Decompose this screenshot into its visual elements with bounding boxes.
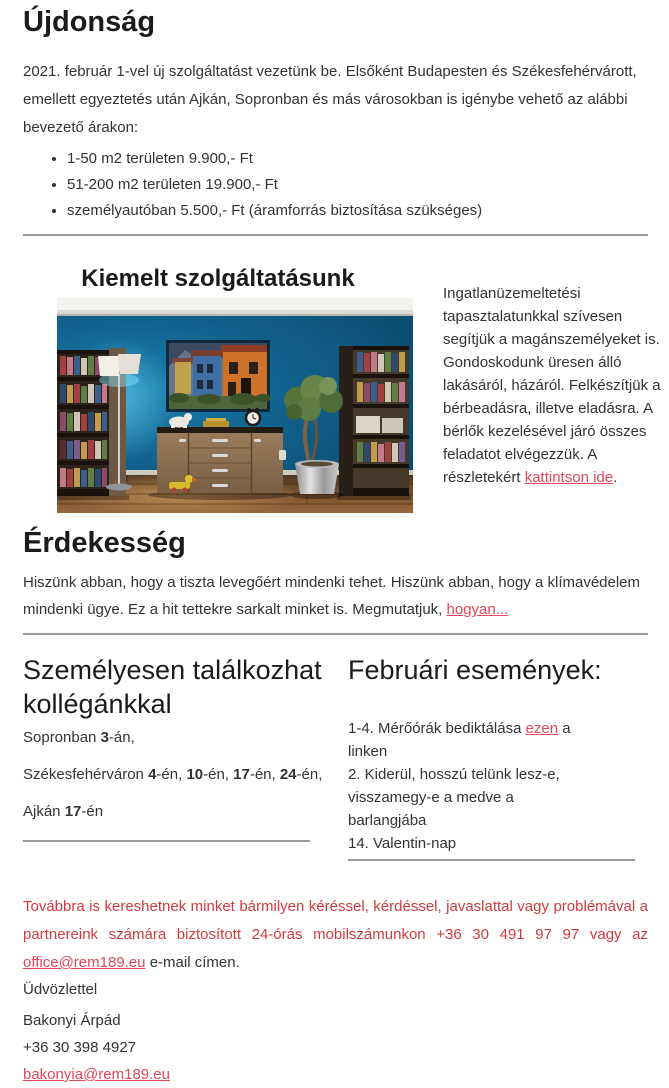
event-groundhog: 2. Kiderül, hosszú telünk lesz-e, visszamegy-e a medve a barlangjába: [348, 766, 560, 829]
interesting-section: [23, 527, 648, 623]
pricing-item-3: • személyautóban 5.500,- Ft (áramforrás biztosítása szükséges): [67, 198, 648, 224]
events-column: [348, 653, 648, 861]
featured-text: [443, 266, 668, 513]
news-intro: 2021. február 1-vel új szolgáltatást vezetünk be. Elsőként Budapesten és Székesfehérvárott, emellett egyeztetés után Ajkán, Sopronban és más városokban is igénybe vehető az alábbi bevezető árakon:: [23, 63, 637, 136]
meet-heading: Személyesen találkozhat kollégánkkal: [23, 655, 322, 719]
divider-top: [23, 234, 648, 236]
contact-notice: [23, 893, 648, 977]
featured-heading: Kiemelt szolgáltatásunk: [81, 265, 355, 292]
event-meter-reading: 1-4. Mérőórák bediktálása ezen a linken: [348, 720, 571, 760]
featured-section: [23, 265, 661, 513]
notice-text-after: e-mail címen.: [145, 954, 240, 971]
signature-email: [23, 1061, 648, 1088]
signature-phone: +36 30 398 4927: [23, 1039, 137, 1056]
news-title: Újdonság: [23, 6, 156, 38]
notice-text: Továbbra is kereshetnek minket bármilyen kéréssel, kérdéssel, javaslattal vagy problémával a partnereink számára biztosított 24-órás mobilszámunkon +36 30 491 97 97 vagy az: [23, 898, 648, 943]
two-column-section: [23, 653, 648, 861]
meet-line-sopron: Sopronban 3-án,: [23, 729, 135, 746]
pricing-item-1: • 1-50 m2 területen 9.900,- Ft: [67, 146, 648, 172]
how-link[interactable]: hogyan...: [446, 601, 509, 618]
meet-line-szekesfehervar: Székesfehérváron 4-én, 10-én, 17-én, 24-én,: [23, 766, 323, 783]
living-room-photo: [57, 298, 413, 513]
pricing-item-2: • 51-200 m2 területen 19.900,- Ft: [67, 172, 648, 198]
meter-reading-link[interactable]: ezen: [525, 720, 559, 737]
details-link[interactable]: kattintson ide: [524, 469, 614, 486]
interesting-title: Érdekesség: [23, 527, 186, 559]
divider-right-column: [348, 859, 635, 861]
event-valentine: 14. Valentin-nap: [348, 835, 457, 852]
interesting-text: [23, 569, 648, 623]
meet-column: [23, 653, 348, 842]
events-heading: Februári események:: [348, 655, 602, 685]
office-email-link[interactable]: office@rem189.eu: [23, 954, 146, 971]
featured-text-after: .: [613, 469, 618, 486]
signature-block: [23, 1007, 648, 1088]
events-list: [348, 717, 583, 855]
interesting-text-before: Hiszünk abban, hogy a tiszta levegőért mindenki tehet. Hiszünk abban, hogy a klímavédelem mindenki ügye. Ez a hit tettekre sarkalt minket is. Megmutatjuk,: [23, 574, 641, 618]
featured-image-block: [23, 266, 413, 513]
personal-email-link[interactable]: bakonyia@rem189.eu: [23, 1066, 170, 1083]
divider-middle: [23, 633, 648, 635]
divider-left-column: [23, 840, 310, 842]
pricing-list: [23, 146, 648, 224]
signature-name: Bakonyi Árpád: [23, 1012, 121, 1029]
closing-text: Üdvözlettel: [23, 981, 98, 998]
meet-line-ajka: Ajkán 17-én: [23, 803, 104, 820]
news-section: [23, 6, 648, 224]
featured-text-before: Ingatlanüzemeltetési tapasztalatunkkal szívesen segítjük a magánszemélyeket is. Gondoskodunk üresen álló lakásáról, házáról. Felkészítjük a bérbeadásra, illetve eladásra. A bérlők kezelésével járó összes feladatot elvégezzük. A részletekért: [443, 285, 661, 486]
